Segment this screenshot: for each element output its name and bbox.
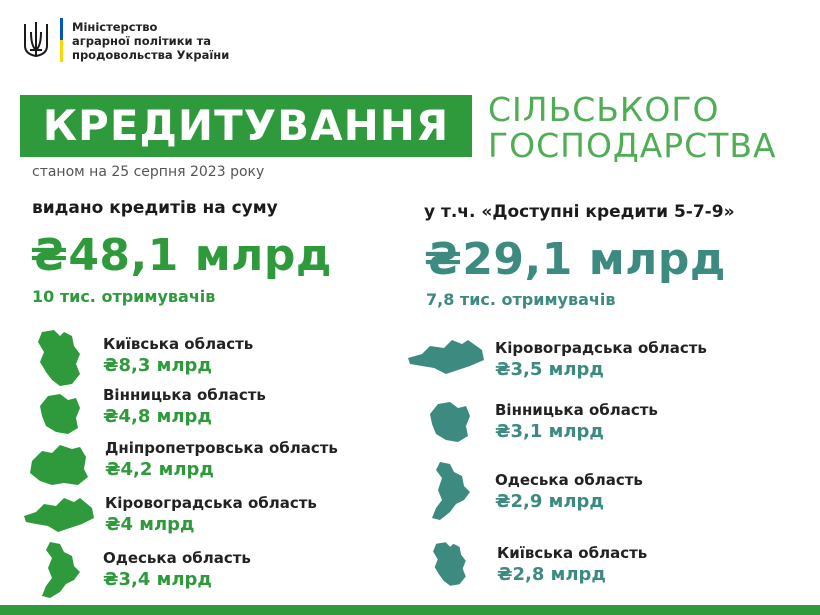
odesa-region-icon xyxy=(428,460,472,522)
right-region-amount-1: ₴3,5 млрд xyxy=(495,359,604,380)
bottom-bar xyxy=(0,605,820,615)
title-subtitle-line-1: СІЛЬСЬКОГО xyxy=(488,90,720,129)
left-region-name-2: Вінницька область xyxy=(103,386,266,404)
left-heading: видано кредитів на суму xyxy=(32,198,278,218)
vinnytsia-region-icon xyxy=(428,400,472,444)
kyiv-region-icon xyxy=(34,328,88,388)
left-region-amount-3: ₴4,2 млрд xyxy=(105,459,214,480)
right-heading: у т.ч. «Доступні кредити 5-7-9» xyxy=(424,202,735,222)
left-region-amount-5: ₴3,4 млрд xyxy=(103,569,212,590)
kirovohrad-region-icon xyxy=(22,494,96,534)
vinnytsia-region-icon xyxy=(38,392,82,436)
left-region-name-5: Одеська область xyxy=(103,549,251,567)
dnipropetrovsk-region-icon xyxy=(28,443,90,487)
left-region-amount-2: ₴4,8 млрд xyxy=(103,406,212,427)
right-region-name-1: Кіровоградська область xyxy=(495,339,707,357)
left-region-amount-4: ₴4 млрд xyxy=(105,514,195,535)
trident-icon xyxy=(22,20,50,60)
ukraine-flag-bar xyxy=(60,18,63,62)
kyiv-region-icon xyxy=(430,538,472,590)
left-region-name-1: Київська область xyxy=(103,335,254,353)
left-region-name-3: Дніпропетровська область xyxy=(105,439,338,457)
ministry-line-2: аграрної політики та xyxy=(72,34,212,48)
left-region-amount-1: ₴8,3 млрд xyxy=(103,355,212,376)
ministry-name xyxy=(72,20,229,62)
right-region-name-2: Вінницька область xyxy=(495,401,658,419)
right-region-amount-3: ₴2,9 млрд xyxy=(495,491,604,512)
left-total: ₴48,1 млрд xyxy=(30,230,332,281)
ministry-line-1: Міністерство xyxy=(72,20,158,34)
kirovohrad-region-icon xyxy=(406,336,486,376)
report-date: станом на 25 серпня 2023 року xyxy=(32,164,265,180)
title-subtitle-line-2: ГОСПОДАРСТВА xyxy=(488,126,777,165)
right-region-amount-4: ₴2,8 млрд xyxy=(497,564,606,585)
right-recipients: 7,8 тис. отримувачів xyxy=(426,290,616,309)
ministry-line-3: продовольства України xyxy=(72,48,230,62)
left-region-name-4: Кіровоградська область xyxy=(105,494,317,512)
odesa-region-icon xyxy=(38,540,82,600)
title-subtitle xyxy=(488,92,777,164)
right-region-amount-2: ₴3,1 млрд xyxy=(495,421,604,442)
page-title: КРЕДИТУВАННЯ xyxy=(42,101,450,150)
right-total: ₴29,1 млрд xyxy=(424,234,726,285)
left-recipients: 10 тис. отримувачів xyxy=(32,287,216,306)
right-region-name-3: Одеська область xyxy=(495,471,643,489)
right-region-name-4: Київська область xyxy=(497,544,648,562)
